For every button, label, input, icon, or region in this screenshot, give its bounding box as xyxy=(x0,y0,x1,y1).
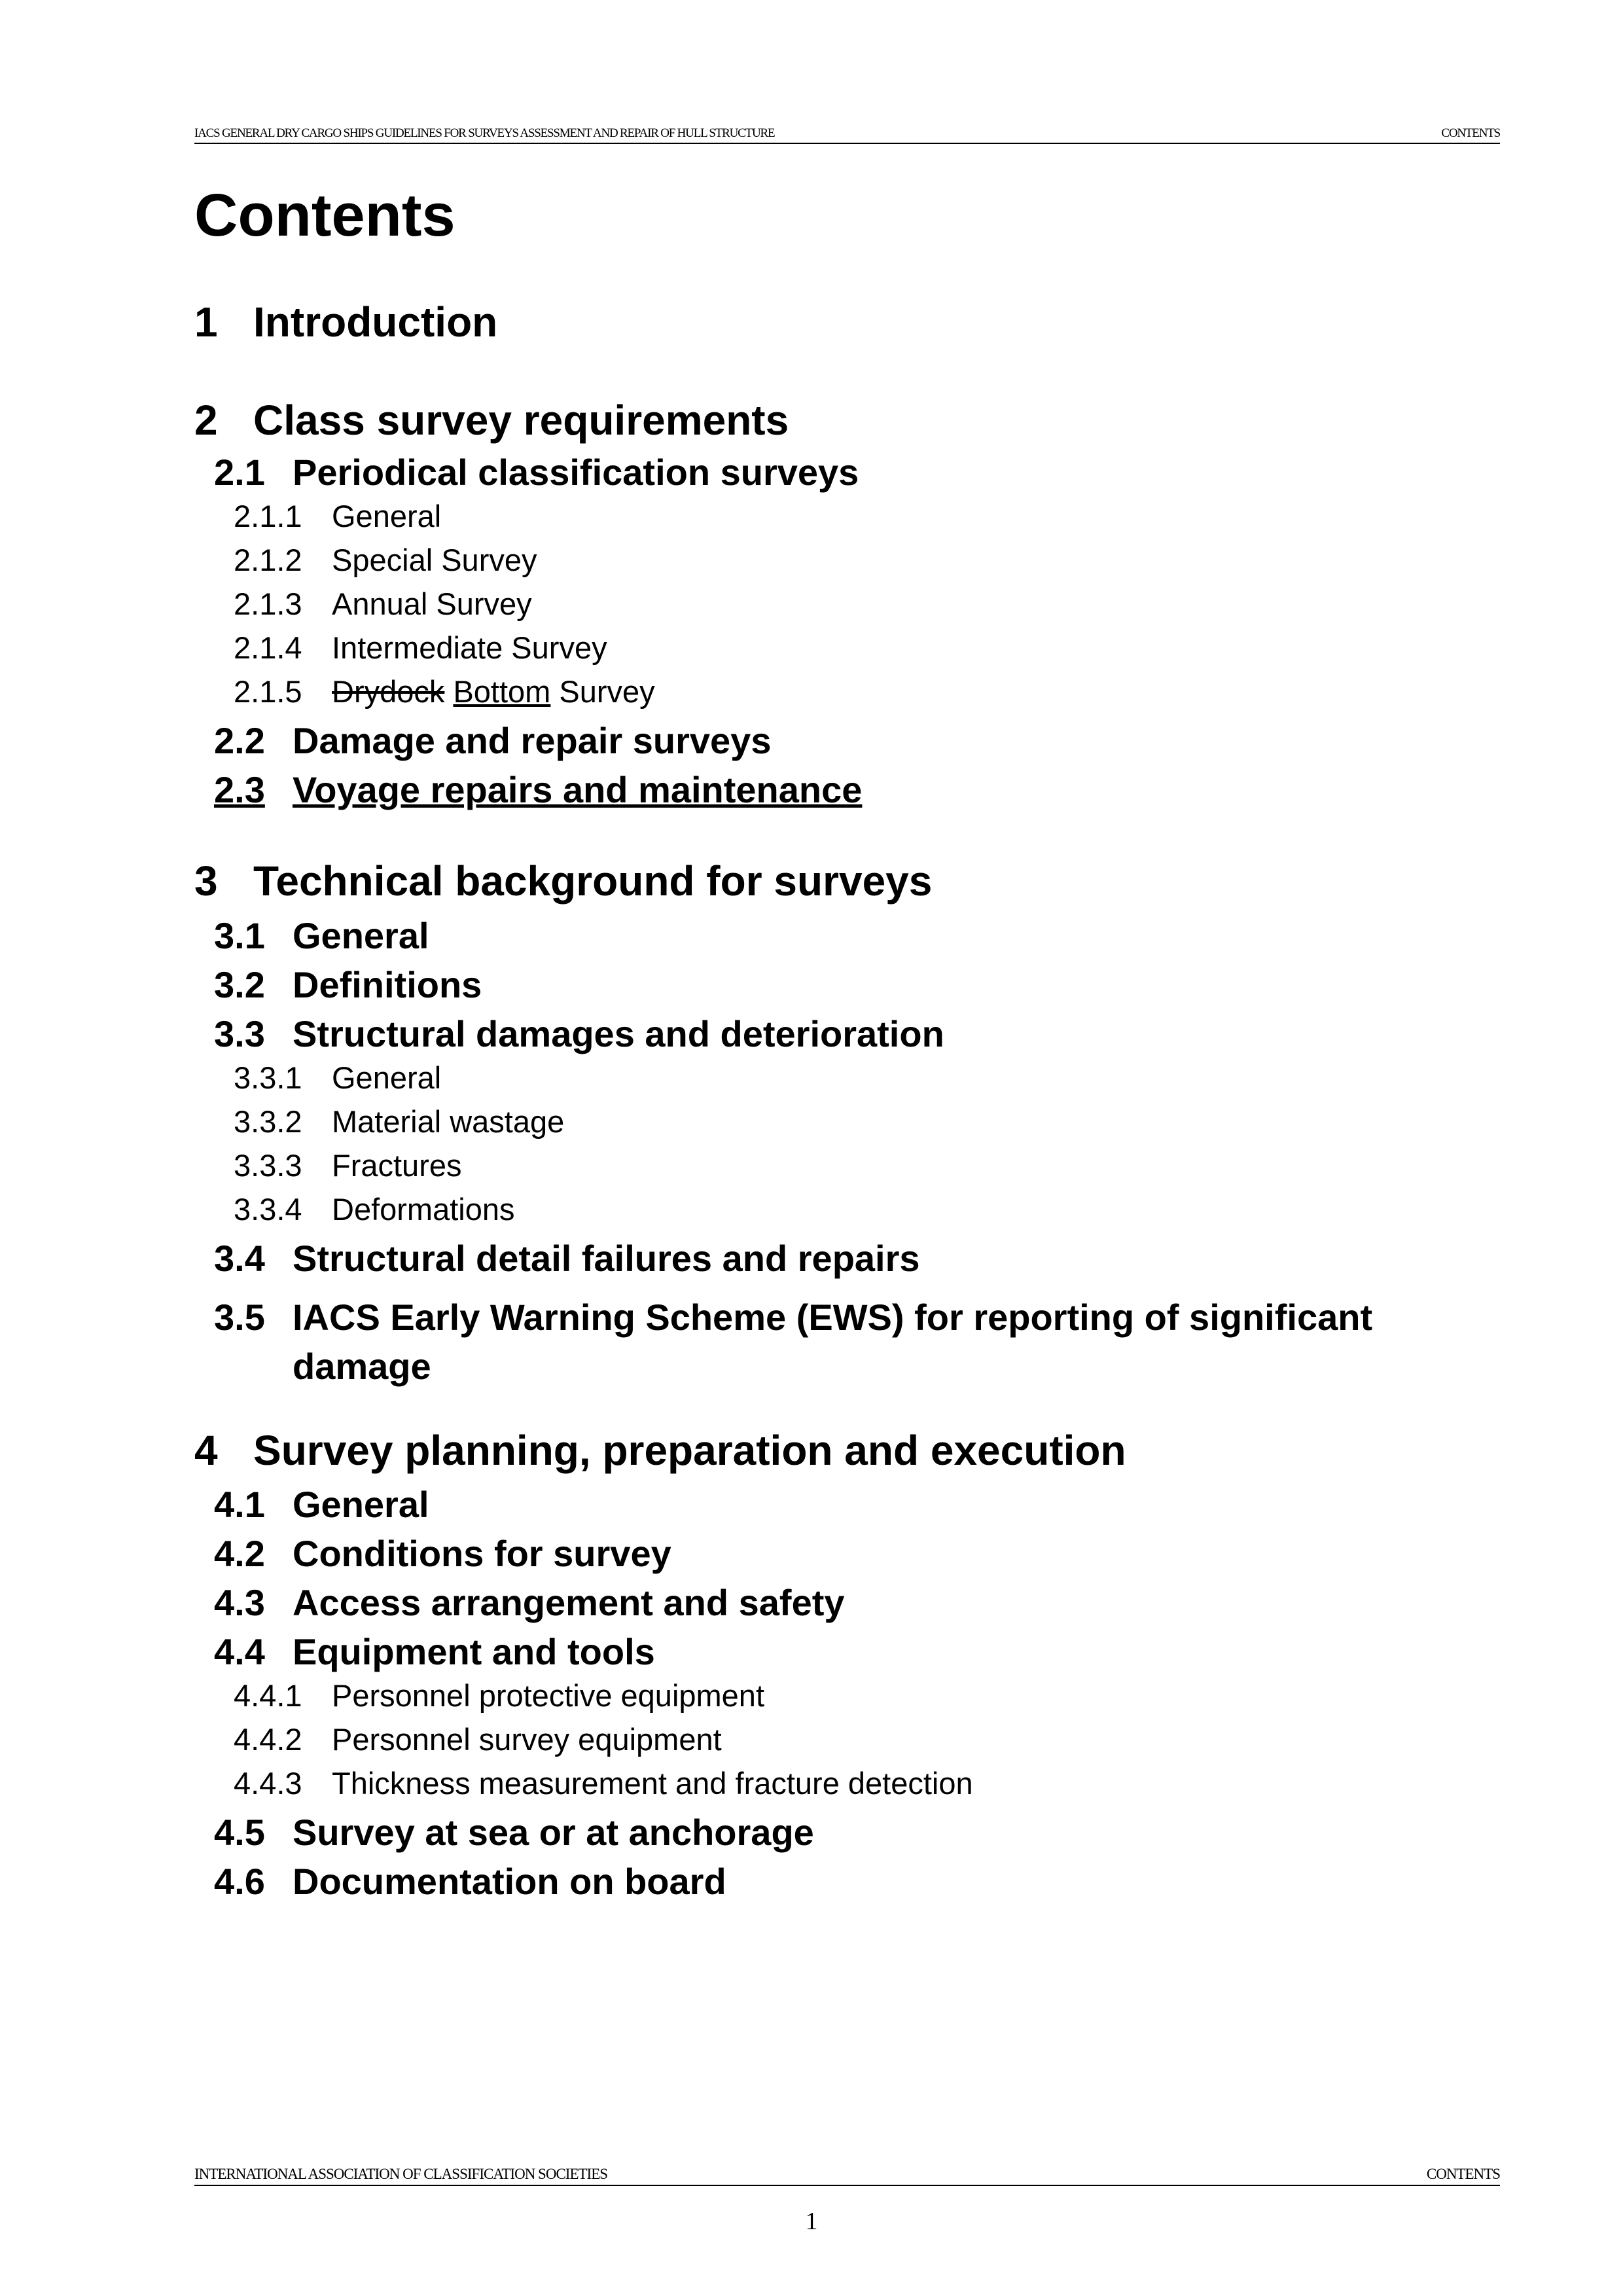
toc-number: 4 xyxy=(194,1427,218,1474)
toc-title-line-2: damage xyxy=(293,1346,431,1387)
toc-title: General xyxy=(293,1484,429,1525)
toc-number: 3.3.2 xyxy=(234,1104,302,1139)
toc-title: Survey at sea or at anchorage xyxy=(293,1812,814,1853)
toc-title xyxy=(332,676,655,707)
toc-number: 3.3.1 xyxy=(234,1060,302,1095)
toc-title: General xyxy=(293,915,429,956)
toc-number: 4.4.3 xyxy=(234,1766,302,1801)
toc-title: Equipment and tools xyxy=(293,1631,655,1672)
toc-title: Personnel protective equipment xyxy=(332,1678,765,1713)
toc-number: 4.3 xyxy=(214,1582,265,1623)
toc-title: General xyxy=(332,1060,442,1095)
toc-number: 2 xyxy=(194,397,218,444)
toc-title: General xyxy=(332,499,442,533)
inserted-text: Bottom xyxy=(453,674,551,709)
toc-number: 2.1 xyxy=(214,452,265,493)
toc-title: Personnel survey equipment xyxy=(332,1722,722,1757)
toc-number: 4.4.2 xyxy=(234,1722,302,1757)
toc-number: 3.4 xyxy=(214,1238,265,1279)
toc-number: 3.1 xyxy=(214,915,265,956)
toc-number: 4.4.1 xyxy=(234,1678,302,1713)
toc-title: Intermediate Survey xyxy=(332,630,607,665)
toc-title: Access arrangement and safety xyxy=(293,1582,845,1623)
deleted-text: Drydock xyxy=(332,674,445,709)
toc-title xyxy=(293,1293,1500,1391)
toc-title: Structural detail failures and repairs xyxy=(293,1238,920,1279)
toc-title: Deformations xyxy=(332,1192,515,1227)
toc-number: 4.5 xyxy=(214,1812,265,1853)
toc-number: 1 xyxy=(194,298,218,346)
toc-number: 2.3 xyxy=(214,769,265,810)
toc-number: 3.5 xyxy=(214,1297,265,1338)
toc-number: 3.3.4 xyxy=(234,1192,302,1227)
toc-number: 3 xyxy=(194,857,218,905)
page-title: Contents xyxy=(194,182,455,249)
header-section: CONTENTS xyxy=(1441,126,1500,140)
toc-number: 2.1.1 xyxy=(234,499,302,533)
toc-title: Voyage repairs and maintenance xyxy=(293,769,863,810)
toc-number: 3.2 xyxy=(214,964,265,1005)
toc-number: 4.4 xyxy=(214,1631,265,1672)
toc-title: Introduction xyxy=(253,298,498,346)
toc-title: Material wastage xyxy=(332,1104,565,1139)
toc-title: Class survey requirements xyxy=(253,397,789,444)
toc-title-rest: Survey xyxy=(559,674,655,709)
toc-title: Periodical classification surveys xyxy=(293,452,859,493)
toc-title: Special Survey xyxy=(332,543,537,577)
toc-title: Documentation on board xyxy=(293,1861,726,1902)
toc-number: 2.1.5 xyxy=(234,674,302,709)
toc-number: 3.3.3 xyxy=(234,1148,302,1183)
toc-number: 3.3 xyxy=(214,1013,265,1054)
header-title: IACS GENERAL DRY CARGO SHIPS GUIDELINES FOR SURVEYS ASSESSMENT AND REPAIR OF HULL STRUCTURE xyxy=(194,126,775,140)
toc-number: 2.1.4 xyxy=(234,630,302,665)
toc-title: Structural damages and deterioration xyxy=(293,1013,944,1054)
toc-title: Survey planning, preparation and execution xyxy=(253,1427,1126,1474)
toc-number: 4.2 xyxy=(214,1533,265,1574)
toc-number: 4.1 xyxy=(214,1484,265,1525)
footer-organization: INTERNATIONAL ASSOCIATION OF CLASSIFICATION SOCIETIES xyxy=(194,2166,608,2182)
page-footer xyxy=(194,2165,1500,2186)
toc-number: 2.2 xyxy=(214,720,265,761)
toc-number: 2.1.3 xyxy=(234,586,302,621)
toc-title: Thickness measurement and fracture detection xyxy=(332,1766,973,1801)
toc-title: Annual Survey xyxy=(332,586,532,621)
toc-title: Fractures xyxy=(332,1148,462,1183)
toc-title-line-1: IACS Early Warning Scheme (EWS) for reporting of significant xyxy=(293,1297,1373,1338)
toc-number: 4.6 xyxy=(214,1861,265,1902)
toc-title: Definitions xyxy=(293,964,482,1005)
toc-title: Conditions for survey xyxy=(293,1533,671,1574)
page-number: 1 xyxy=(805,2208,818,2235)
toc-title: Technical background for surveys xyxy=(253,857,933,905)
toc-number: 2.1.2 xyxy=(234,543,302,577)
page-header xyxy=(194,123,1500,144)
toc-title: Damage and repair surveys xyxy=(293,720,772,761)
footer-section: CONTENTS xyxy=(1426,2166,1500,2182)
